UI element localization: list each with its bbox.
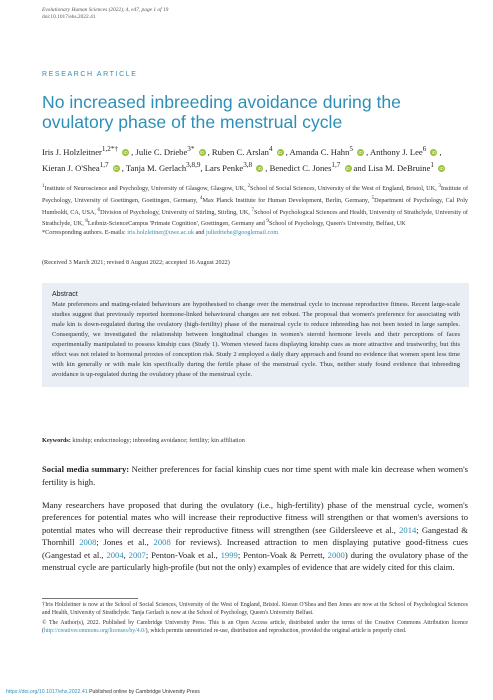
- social-summary-text: Neither preferences for facial kinship cues nor time spent with male kin decrease when women's fertility is high.: [42, 464, 468, 487]
- footnote-divider: [42, 598, 138, 599]
- keywords: [42, 437, 245, 444]
- orcid-icon[interactable]: iD: [358, 150, 363, 156]
- author-affil-sup: 1: [430, 160, 434, 169]
- author-affil-sup: 4: [268, 145, 273, 153]
- keywords-label: Keywords:: [42, 437, 71, 444]
- published-online-text: Published online by Cambridge University Press: [87, 689, 200, 695]
- author-affil-sup: 1,7: [331, 160, 341, 169]
- citation-link[interactable]: 1999: [220, 549, 238, 560]
- corresponding-label: *Corresponding authors. E-mails:: [42, 229, 128, 237]
- copyright-text: ), which permits unrestricted re-use, distribution and reproduction, provided the original article is properly cited.: [145, 628, 407, 634]
- body-text: Many researchers have proposed that during the ovulatory (i.e., high-fertility) phase of the menstrual cycle, women's preferences for potential mates who will increase their reproductive fitness will strengthen or that women's aversions to potential mates who will decrease their reproductive fitness will strengthen (see Gildersleeve et al.,: [42, 500, 468, 535]
- affil-number: 1: [42, 183, 45, 189]
- body-paragraph: [42, 499, 468, 573]
- article-title: No increased inbreeding avoidance during the ovulatory phase of the menstrual cycle: [42, 92, 401, 132]
- keywords-text: kinship; endocrinology; inbreeding avoidance; fertility; kin affiliation: [70, 437, 245, 444]
- orcid-icon[interactable]: iD: [431, 150, 437, 156]
- email-link-1[interactable]: iris.holzleitner@uwe.ac.uk: [127, 229, 194, 237]
- affil-text: School of Psychology, Queen's University, Belfast, UK: [269, 220, 406, 228]
- body-text: ; Gangestad & Thornhill: [42, 524, 468, 548]
- orcid-icon[interactable]: iD: [278, 150, 283, 156]
- affil-number: 8: [85, 218, 88, 225]
- orcid-icon[interactable]: iD: [123, 150, 128, 156]
- email-link-2[interactable]: juliedriebe@googlemail.com: [205, 229, 279, 237]
- social-summary-label: Social media summary:: [42, 464, 130, 474]
- affil-text: Department of Psychology, Cal Poly Humboldt, CA, USA,: [42, 196, 469, 216]
- citation-link[interactable]: 2008: [79, 537, 97, 548]
- copyright-notice: [42, 619, 468, 635]
- author-list: Iris J. Holzleitner$^{1,2*\dagger}$ iD , Julie C. Driebe$^{3*}$ iD , Ruben C. Arslan$^4$ iD , Amanda C. Hahn$^5$ iD , Anthony J. Lee$^6$ iD , Kieran J. O'Shea$^{1,7}$ iD , Tanja M. Gerlach$^{3,8,9}$, Lars Penke$^{3,8}$ iD , Benedict C. Jones$^{1,7}$ iD and Lisa M. DeBruine$^1$ iD: [42, 145, 444, 173]
- footnotes: [42, 601, 468, 637]
- journal-header: [42, 7, 168, 21]
- affil-number: 9: [266, 218, 269, 225]
- received-dates: (Received 3 March 2021; revised 8 August 2022; accepted 16 August 2022): [42, 259, 230, 266]
- author-name: Julie C. Driebe: [135, 146, 188, 157]
- journal-citation: Evolutionary Human Sciences (2022), 4, e47, page 1 of 19: [42, 7, 169, 13]
- page-footer: [6, 689, 200, 695]
- affil-text: School of Social Sciences, University of the West of England, Bristol, UK,: [250, 185, 439, 193]
- abstract-box: [42, 283, 469, 387]
- affil-text: Leibniz-ScienceCampus 'Primate Cognition', Goettingen, Germany and: [87, 220, 267, 228]
- citation-link[interactable]: 2000: [327, 549, 345, 560]
- journal-doi: doi:10.1017/ehs.2022.41: [42, 14, 96, 20]
- citation-link[interactable]: 2014: [399, 524, 417, 535]
- affiliations: [42, 182, 468, 238]
- author-affil-sup: 3*: [187, 145, 195, 153]
- body-text: ,: [123, 549, 129, 560]
- body-text: ; Penton-Voak et al.,: [145, 549, 221, 560]
- author-name: Lisa M. DeBruine: [368, 162, 431, 173]
- affil-number: 5: [371, 194, 375, 201]
- author-name: Lars Penke: [204, 162, 244, 173]
- abstract-text: Mate preferences and mating-related behaviours are hypothesised to change over the menstrual cycle to increase reproductive fitness. Recent large-scale studies suggest that previously reported hormone-linked behavioural changes are not robust. The proposal that women's preference for associating with male kin is down-regulated during the ovulatory (high-fertility) phase of the menstrual cycle to reduce inbreeding has not been tested in large samples. Consequently, we investigated the relationship between longitudinal changes in women's steroid hormone levels and their perceptions of faces experimentally manipulated to possess kinship cues (Study 1). Women viewed faces displaying kinship cues as more attractive and trustworthy, but this effect was not related to hormonal proxies of conception risk. Study 2 employed a daily diary approach and found no evidence that women spent less time with kin generally or with male kin specifically during the fertile phase of the menstrual cycle. Thus, neither study found evidence that inbreeding avoidance is up-regulated during the ovulatory phase of the menstrual cycle.: [52, 301, 460, 378]
- author-name: Kieran J. O'Shea: [42, 162, 100, 173]
- orcid-icon[interactable]: iD: [199, 150, 205, 156]
- body-text: ; Penton-Voak & Perrett,: [237, 549, 328, 560]
- affil-number: 2: [247, 183, 251, 189]
- citation-link[interactable]: 2008: [153, 537, 171, 548]
- author-affil-sup: 3,8: [243, 160, 253, 169]
- article-type-label: RESEARCH ARTICLE: [42, 71, 138, 78]
- abstract-heading: Abstract: [52, 291, 78, 298]
- doi-link[interactable]: https://doi.org/10.1017/ehs.2022.41: [6, 689, 88, 695]
- citation-link[interactable]: 2004: [106, 549, 124, 560]
- affil-text: School of Psychological Sciences and Health, University of Strathclyde, University of Strathclyde, UK,: [42, 208, 468, 228]
- author-name: Anthony J. Lee: [369, 146, 423, 157]
- orcid-icon[interactable]: iD: [345, 166, 351, 172]
- author-affil-sup: 3,8,9: [186, 160, 201, 169]
- author-name: Tanja M. Gerlach: [125, 162, 187, 173]
- author-name: Amanda C. Hahn: [289, 146, 350, 157]
- body-text: ; Jones et al.,: [96, 537, 154, 548]
- author-affil-sup: 6: [422, 145, 427, 153]
- author-name: Ruben C. Arslan: [211, 146, 269, 157]
- orcid-icon[interactable]: iD: [439, 166, 444, 172]
- author-affil-sup: 1,2*†: [101, 145, 119, 153]
- citation-link[interactable]: 2007: [128, 549, 146, 560]
- social-media-summary: [42, 463, 468, 489]
- affil-text: Institute of Neuroscience and Psychology, University of Glasgow, Glasgow, UK,: [44, 185, 248, 193]
- affil-number: 6: [97, 206, 101, 213]
- author-footnote: †Iris Holzleitner is now at the School of Social Sciences, University of the West of England, Bristol. Kieran O'Shea and Ben Jones are now at the School of Psychological Sciences and Health, University of Strathclyde. Tanja Gerlach is now at the School of Psychology, Queen's University Belfast.: [42, 602, 468, 616]
- copyright-text: © The Author(s), 2022. Published by Cambridge University Press. This is an Open Access article, distributed under the terms of the Creative Commons Attribution licence (: [42, 620, 468, 634]
- orcid-icon[interactable]: iD: [114, 166, 119, 172]
- author-affil-sup: 5: [349, 145, 353, 153]
- affil-number: 3: [438, 183, 441, 189]
- affil-text: Institute of Psychology, University of Goettingen, Goettingen, Germany,: [42, 185, 469, 204]
- orcid-icon[interactable]: iD: [257, 166, 262, 172]
- affil-number: 4: [199, 194, 203, 201]
- body-text: ) during the ovulatory phase of the menstrual cycle are particularly high-profile (but not the only) examples of evidence that are widely cited for this claim.: [42, 549, 468, 573]
- affil-text: Max Planck Institute for Human Development, Berlin, Germany,: [202, 196, 372, 204]
- author-name: Benedict C. Jones: [269, 162, 332, 173]
- author-name: Iris J. Holzleitner: [42, 146, 102, 157]
- author-affil-sup: 1,7: [99, 160, 109, 169]
- license-link[interactable]: http://creativecommons.org/licenses/by/4.0/: [43, 628, 146, 634]
- affil-number: 7: [251, 206, 254, 213]
- body-text: for reviews). Increased attraction to men displaying putative good-fitness cues (Gangestad et al.,: [42, 537, 468, 560]
- affil-text: Division of Psychology, University of Stirling, Stirling, UK,: [100, 208, 252, 216]
- corresponding-sep: and: [193, 229, 206, 237]
